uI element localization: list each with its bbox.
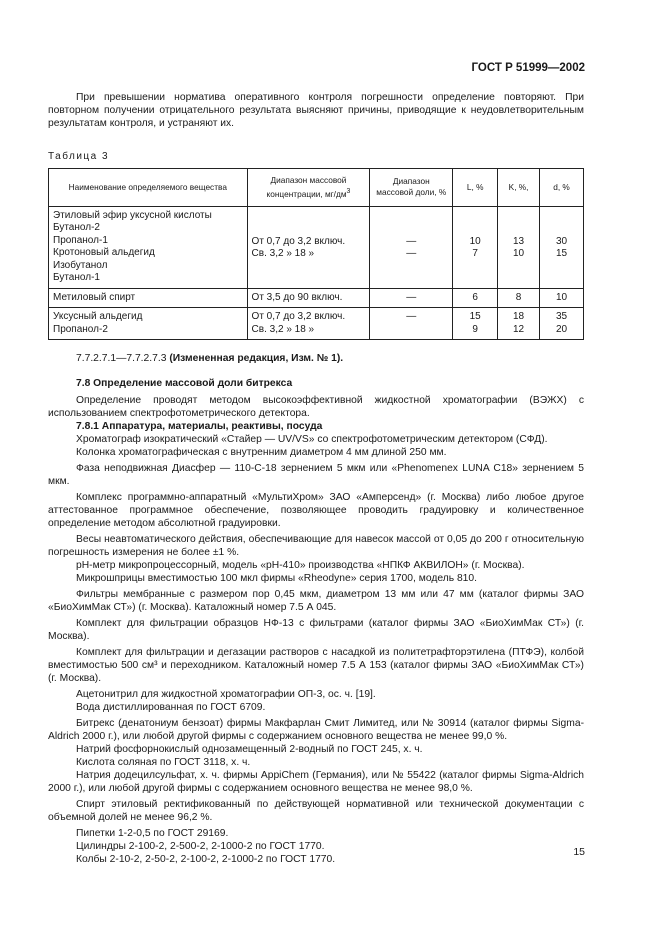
substance-line: Бутанол-1 xyxy=(53,272,100,284)
substance-line: Пропанол-1 xyxy=(53,234,108,246)
header-substance: Наименование определяемого вещества xyxy=(49,169,248,207)
substance-line: Уксусный альдегид xyxy=(53,311,143,323)
list-item: Микрошприцы вместимостью 100 мкл фирмы «Rheodyne» серия 1700, модель 810. xyxy=(76,573,477,585)
table-header-row xyxy=(49,169,584,207)
intro-paragraph: При превышении норматива оперативного контроля погрешности определение повторяют. При повторном получении отрицательного результата выясняют причины, приводящие к неудовлетворительным результатам контроля, и устраняют их. xyxy=(48,92,584,129)
cell-range xyxy=(247,206,370,288)
substance-line: Кротоновый альдегид xyxy=(53,247,155,259)
table-label: Таблица 3 xyxy=(48,151,110,162)
list-item: Битрекс (денатониум бензоат) фирмы Макфарлан Смит Лимитед, или № 30914 (каталог фирмы Sigma-Aldrich 2000 г.), или любой другой фирмы с содержанием основного вещества не менее 99,0 %. xyxy=(48,718,584,743)
cell-L xyxy=(453,308,498,340)
section-title: 7.8 Определение массовой доли битрекса xyxy=(76,378,293,390)
page-number: 15 xyxy=(573,846,585,858)
cell-L: 6 xyxy=(453,288,498,308)
header-range xyxy=(247,169,370,207)
cell-L xyxy=(453,206,498,288)
table-row xyxy=(49,288,584,308)
list-item: Ацетонитрил для жидкостной хроматографии ОП-3, ос. ч. [19]. xyxy=(76,689,376,701)
document-code: ГОСТ Р 51999—2002 xyxy=(471,62,585,74)
header-fraction: Диапазон массовой доли, % xyxy=(370,169,453,207)
cell-fraction xyxy=(370,206,453,288)
list-item: Комплект для фильтрации образцов НФ-13 с фильтрами (каталог фирмы ЗАО «БиоХимМак СТ») (г. Москва). xyxy=(48,618,584,643)
list-item: Фильтры мембранные с размером пор 0,45 мкм, диаметром 13 мм или 47 мм (каталог фирмы ЗАО «БиоХимМак СТ») (г. Москва). Каталожный номер 7.5 А 045. xyxy=(48,589,584,614)
list-item: Пипетки 1-2-0,5 по ГОСТ 29169. xyxy=(76,828,229,840)
fraction-line: — xyxy=(406,235,417,247)
cell-K xyxy=(498,206,540,288)
range-line: Св. 3,2 » 18 » xyxy=(251,248,315,260)
header-K: K, %, xyxy=(498,169,540,207)
substance-line: Бутанол-2 xyxy=(53,222,100,234)
list-item: Натрия додецилсульфат, х. ч. фирмы AppiChem (Германия), или № 55422 (каталог фирмы Sigma-Aldrich 2000 г.), или любой другой фирмы с содержанием основного вещества не менее 98,0 %. xyxy=(48,770,584,795)
cell-K xyxy=(498,308,540,340)
header-range-text: Диапазон массовой концентрации, мг/дм xyxy=(266,175,347,199)
L-line: 15 xyxy=(469,311,481,323)
substance-line: Изобутанол xyxy=(53,259,108,271)
page-content xyxy=(48,91,584,866)
list-item: Комплекс программно-аппаратный «МультиХром» ЗАО «Амперсенд» (г. Москва) либо любое другое аттестованное программное обеспечение, позволяющее проводить градуировку и количественное определение методом абсолютной градуировки. xyxy=(48,492,584,530)
d-line: 20 xyxy=(555,323,568,335)
subsection-title: 7.8.1 Аппаратура, материалы, реактивы, посуда xyxy=(76,421,323,433)
cell-substance: Метиловый спирт xyxy=(49,288,248,308)
list-item: Цилиндры 2-100-2, 2-500-2, 2-1000-2 по ГОСТ 1770. xyxy=(76,841,325,853)
table-row xyxy=(49,206,584,288)
list-item: Вода дистиллированная по ГОСТ 6709. xyxy=(76,702,266,714)
table-row xyxy=(49,308,584,340)
list-item: Комплект для фильтрации и дегазации растворов с насадкой из политетрафторэтилена (ПТФЭ), колбой вместимостью 500 см³ и переходником. Каталожный номер 7.5 А 153 (каталог фирмы ЗАО «БиоХимМак СТ») (г. Москва). xyxy=(48,647,584,685)
substance-line: Этиловый эфир уксусной кислоты xyxy=(53,209,212,221)
d-line: 15 xyxy=(555,248,568,260)
edit-note xyxy=(48,352,584,365)
range-line: От 0,7 до 3,2 включ. xyxy=(251,311,346,323)
cell-d xyxy=(540,308,584,340)
cell-substance xyxy=(49,206,248,288)
list-item: Спирт этиловый ректификованный по действующей нормативной или технической документации с объемной долей не менее 96,2 %. xyxy=(48,799,584,824)
d-line: 30 xyxy=(555,235,568,247)
K-line: 12 xyxy=(513,323,525,335)
section-intro: Определение проводят методом высокоэффективной жидкостной хроматографии (ВЭЖХ) с использованием спектрофотометрического детектора. xyxy=(48,395,584,420)
K-line: 13 xyxy=(513,235,525,247)
L-line: 9 xyxy=(472,323,478,335)
header-d: d, % xyxy=(540,169,584,207)
d-line: 35 xyxy=(555,311,568,323)
cell-fraction: — xyxy=(370,288,453,308)
header-L: L, % xyxy=(453,169,498,207)
table-3 xyxy=(48,168,584,340)
list-item: Хроматограф изократический «Стайер — UV/VS» со спектрофотометрическим детектором (СФД). xyxy=(76,434,548,446)
K-line: 18 xyxy=(513,311,525,323)
fraction-line: — xyxy=(406,248,417,260)
cell-substance xyxy=(49,308,248,340)
L-line: 10 xyxy=(469,235,481,247)
L-line: 7 xyxy=(472,248,478,260)
range-line: От 0,7 до 3,2 включ. xyxy=(251,235,346,247)
range-line: Св. 3,2 » 18 » xyxy=(251,323,315,335)
equipment-list xyxy=(48,433,584,866)
list-item: Фаза неподвижная Диасфер — 110-С-18 зернением 5 мкм или «Phenomenex LUNA C18» зернением 5 мкм. xyxy=(48,463,584,488)
substance-line: Пропанол-2 xyxy=(53,323,108,335)
list-item: Колбы 2-10-2, 2-50-2, 2-100-2, 2-1000-2 по ГОСТ 1770. xyxy=(76,854,336,866)
list-item: Колонка хроматографическая с внутренним диаметром 4 мм длиной 250 мм. xyxy=(76,447,447,459)
list-item: Весы неавтоматического действия, обеспечивающие для навесок массой от 0,05 до 200 г относительную погрешность измерения не более ±1 %. xyxy=(48,534,584,559)
cell-range xyxy=(247,308,370,340)
list-item: Кислота соляная по ГОСТ 3118, х. ч. xyxy=(76,757,251,769)
cell-range: От 3,5 до 90 включ. xyxy=(247,288,370,308)
cell-d xyxy=(540,206,584,288)
cell-fraction: — xyxy=(370,308,453,340)
list-item: Натрий фосфорнокислый однозамещенный 2-водный по ГОСТ 245, х. ч. xyxy=(76,744,423,756)
cell-K: 8 xyxy=(498,288,540,308)
list-item: pH-метр микропроцессорный, модель «pH-410» производства «НПКФ АКВИЛОН» (г. Москва). xyxy=(76,560,525,572)
edit-note-text: (Измененная редакция, Изм. № 1). xyxy=(169,353,344,365)
cell-d: 10 xyxy=(540,288,584,308)
header-range-sup: 3 xyxy=(346,188,351,195)
K-line: 10 xyxy=(513,248,525,260)
edit-note-items: 7.7.2.7.1—7.7.2.7.3 xyxy=(76,353,167,365)
